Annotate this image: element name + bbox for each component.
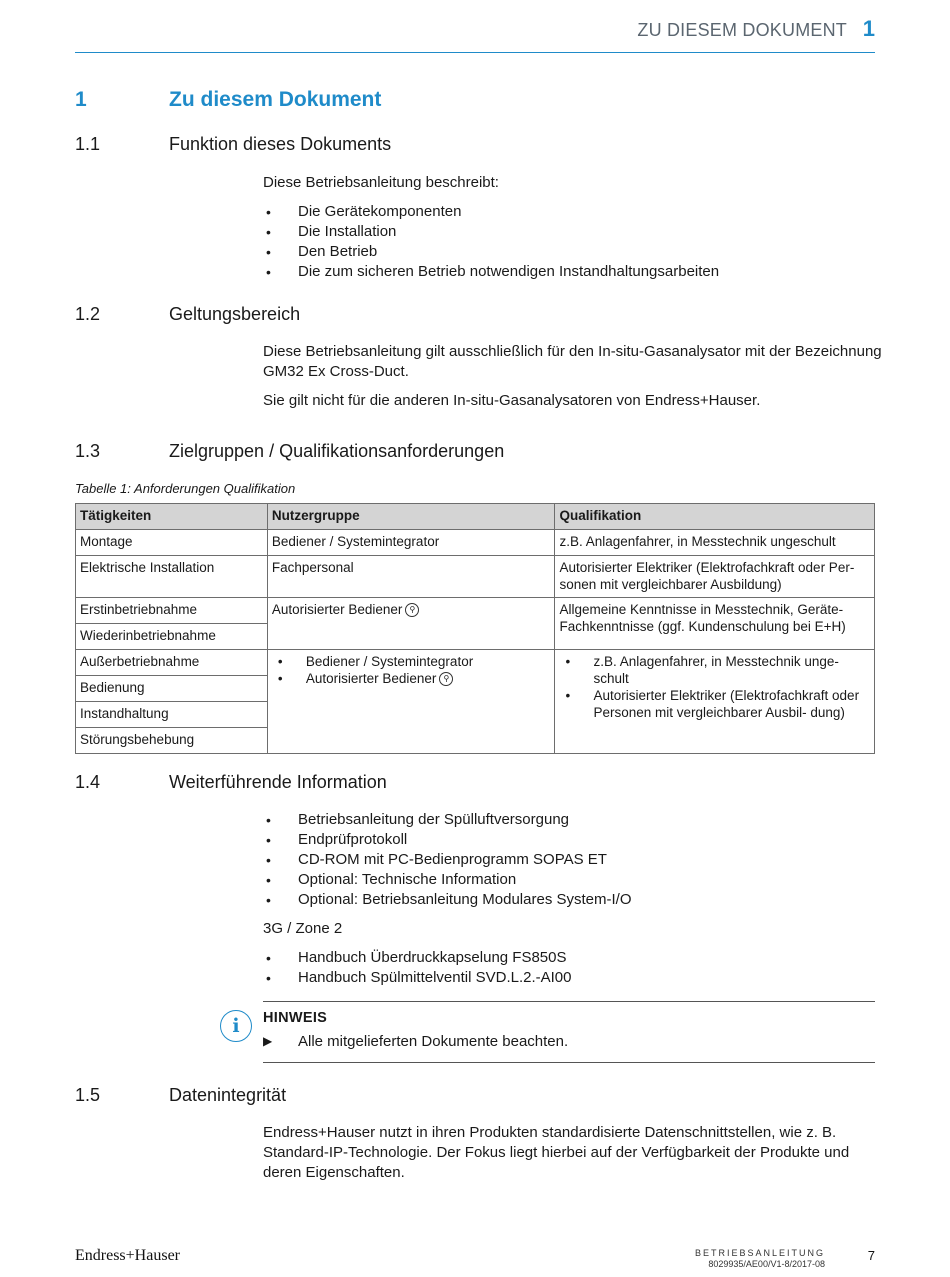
section-heading-1-4 bbox=[75, 772, 875, 796]
table-cell: Allgemeine Kenntnisse in Messtechnik, Geräte- Fachkenntnisse (ggf. Kundenschulung bei E+H) bbox=[555, 598, 875, 650]
running-header bbox=[75, 16, 875, 53]
section-number: 1.4 bbox=[75, 772, 101, 792]
triangle-right-icon: ▶ bbox=[263, 1034, 273, 1048]
cell-text: Autorisierter Bediener bbox=[305, 671, 437, 686]
footer-document-info bbox=[695, 1248, 825, 1270]
section-number: 1.1 bbox=[75, 134, 101, 154]
key-icon: ⚲ bbox=[439, 672, 453, 686]
table-cell: Erstinbetriebnahme bbox=[76, 598, 268, 624]
list-item: • Endprüfprotokoll bbox=[263, 830, 883, 850]
cell-text: Autorisierter Bediener bbox=[271, 602, 403, 617]
section-heading-1-3 bbox=[75, 441, 875, 465]
section-body-1-5 bbox=[263, 1123, 883, 1192]
page-number: 7 bbox=[867, 1248, 875, 1263]
paragraph: Endress+Hauser nutzt in ihren Produkten standardisierte Datenschnittstellen, wie z. B. Standard-IP-Technologie. Der Fokus liegt hierbei auf der Verfügbarkeit der Produkte und deren Eigenschaften. bbox=[263, 1124, 850, 1181]
paragraph: Sie gilt nicht für die anderen In-situ-Gasanalysatoren von Endress+Hauser. bbox=[263, 392, 761, 409]
note-title: HINWEIS bbox=[263, 1010, 328, 1026]
table-row bbox=[76, 556, 875, 598]
table-cell: Bediener / Systemintegrator bbox=[267, 530, 555, 556]
paragraph: 3G / Zone 2 bbox=[263, 920, 343, 937]
table-row bbox=[76, 650, 875, 676]
paragraph: Diese Betriebsanleitung gilt ausschließlich für den In-situ-Gasanalysator mit der Bezeichnung GM32 Ex Cross-Duct. bbox=[263, 343, 882, 380]
section-body-1-1 bbox=[263, 173, 883, 282]
info-icon: i bbox=[220, 1010, 252, 1042]
note-box bbox=[263, 1001, 875, 1063]
list-item: • Optional: Technische Information bbox=[263, 870, 883, 890]
list-item: • Autorisierter Elektriker (Elektrofachkraft oder Personen mit vergleichbarer Ausbil- dung) bbox=[559, 687, 870, 721]
running-header-title: ZU DIESEM DOKUMENT bbox=[637, 20, 847, 40]
section-title: Funktion dieses Dokuments bbox=[169, 134, 392, 154]
table-row bbox=[76, 530, 875, 556]
list-item: • Die Gerätekomponenten bbox=[263, 202, 883, 222]
section-title: Datenintegrität bbox=[169, 1085, 287, 1105]
section-body-1-4 bbox=[263, 810, 883, 988]
list-item: • Handbuch Überdruckkapselung FS850S bbox=[263, 948, 883, 968]
list-item: • CD-ROM mit PC-Bedienprogramm SOPAS ET bbox=[263, 850, 883, 870]
table-header-row bbox=[76, 504, 875, 530]
paragraph: Diese Betriebsanleitung beschreibt: bbox=[263, 174, 499, 191]
section-body-1-2 bbox=[263, 342, 883, 420]
table-row bbox=[76, 598, 875, 624]
qualification-table bbox=[75, 503, 875, 754]
table-caption: Tabelle 1: Anforderungen Qualifikation bbox=[75, 481, 296, 496]
list-item bbox=[272, 670, 551, 687]
list-item: • Die zum sicheren Betrieb notwendigen Instandhaltungsarbeiten bbox=[263, 262, 883, 282]
list-item: • Betriebsanleitung der Spülluftversorgung bbox=[263, 810, 883, 830]
table-cell: Außerbetriebnahme bbox=[76, 650, 268, 676]
document-type: BETRIEBSANLEITUNG bbox=[694, 1248, 825, 1258]
list-item: • Optional: Betriebsanleitung Modulares System-I/O bbox=[263, 890, 883, 910]
table-cell: Autorisierter Elektriker (Elektrofachkraft oder Per- sonen mit vergleichbarer Ausbildung) bbox=[555, 556, 875, 598]
section-number: 1.3 bbox=[75, 441, 101, 461]
cell-bullet-list bbox=[272, 653, 551, 687]
section-number: 1.5 bbox=[75, 1085, 101, 1105]
key-icon: ⚲ bbox=[405, 603, 419, 617]
bullet-list bbox=[263, 202, 883, 282]
list-item: • Handbuch Spülmittelventil SVD.L.2.-AI00 bbox=[263, 968, 883, 988]
chapter-title: Zu diesem Dokument bbox=[169, 88, 382, 111]
note-text: Alle mitgelieferten Dokumente beachten. bbox=[298, 1033, 569, 1050]
table-cell: Elektrische Installation bbox=[76, 556, 268, 598]
list-item: • Den Betrieb bbox=[263, 242, 883, 262]
list-item: • Bediener / Systemintegrator bbox=[272, 653, 551, 670]
table-header-cell: Qualifikation bbox=[555, 504, 875, 530]
list-item: • z.B. Anlagenfahrer, in Messtechnik unge- schult bbox=[559, 653, 870, 687]
table-cell: Störungsbehebung bbox=[76, 728, 268, 754]
list-item: • Die Installation bbox=[263, 222, 883, 242]
bullet-list bbox=[263, 810, 883, 910]
table-cell: Instandhaltung bbox=[76, 702, 268, 728]
table-cell: Montage bbox=[76, 530, 268, 556]
table-cell: Bedienung bbox=[76, 676, 268, 702]
table-cell bbox=[267, 650, 555, 754]
section-title: Geltungsbereich bbox=[169, 304, 301, 324]
section-number: 1.2 bbox=[75, 304, 101, 324]
section-title: Weiterführende Information bbox=[169, 772, 387, 792]
table-cell: Fachpersonal bbox=[267, 556, 555, 598]
cell-bullet-list bbox=[559, 653, 870, 721]
table-header-cell: Tätigkeiten bbox=[76, 504, 268, 530]
section-heading-1-5 bbox=[75, 1085, 875, 1109]
bullet-list bbox=[263, 948, 883, 988]
table-header-cell: Nutzergruppe bbox=[267, 504, 555, 530]
running-header-chapter-number: 1 bbox=[862, 16, 875, 41]
table-cell bbox=[555, 650, 875, 754]
section-heading-1-1 bbox=[75, 134, 875, 158]
table-cell bbox=[267, 598, 555, 650]
section-heading-1-2 bbox=[75, 304, 875, 328]
table-cell: Wiederinbetriebnahme bbox=[76, 624, 268, 650]
chapter-number: 1 bbox=[75, 88, 87, 111]
document-id: 8029935/AE00/V1-8/2017-08 bbox=[708, 1259, 825, 1269]
section-title: Zielgruppen / Qualifikationsanforderungen bbox=[169, 441, 505, 461]
company-logo: Endress+Hauser bbox=[75, 1247, 180, 1264]
table-cell: z.B. Anlagenfahrer, in Messtechnik ungeschult bbox=[555, 530, 875, 556]
